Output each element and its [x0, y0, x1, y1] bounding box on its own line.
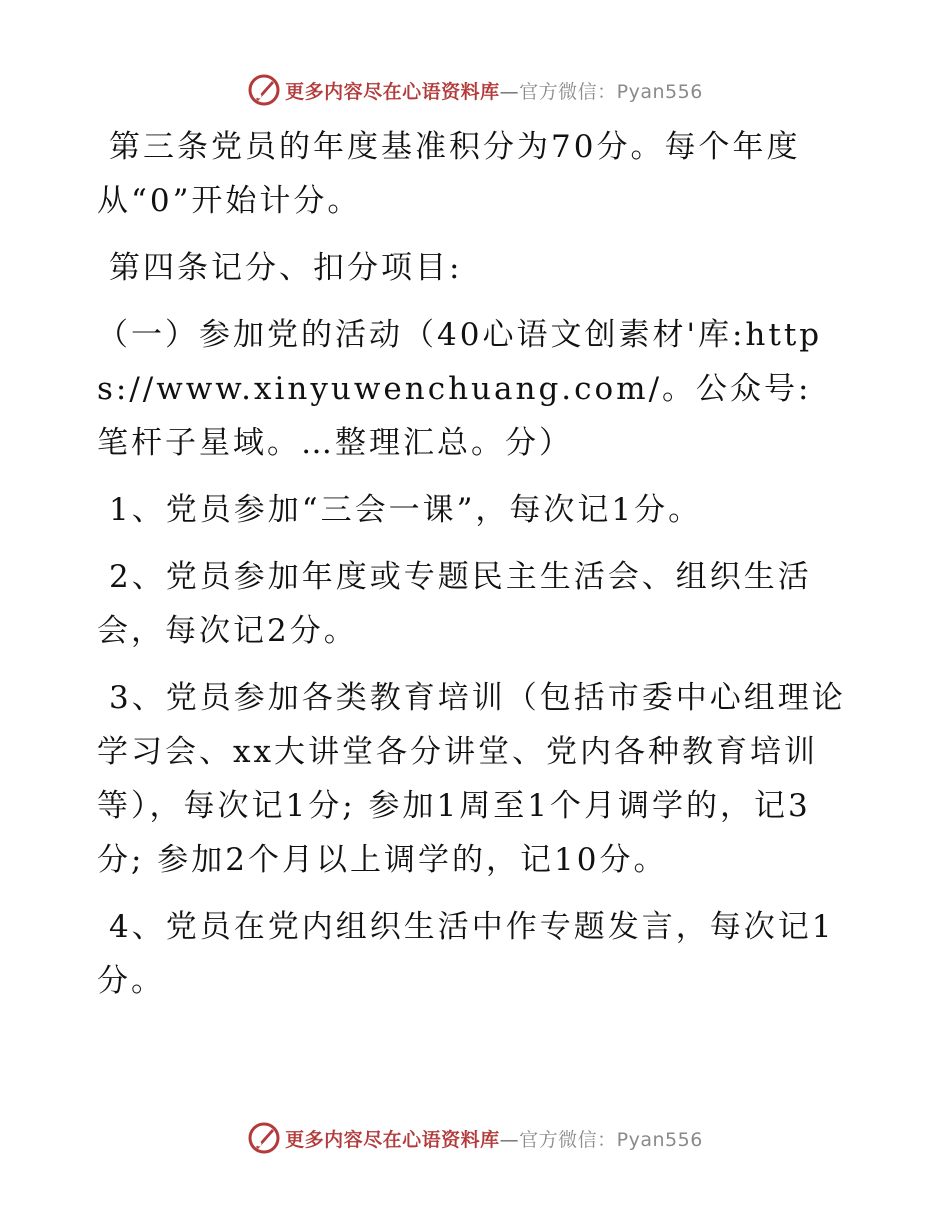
- paragraph-article-4: 第四条记分、扣分项目:: [109, 250, 463, 286]
- paragraph-item-1: 1、党员参加“三会一课”，每次记1分。: [109, 492, 703, 528]
- footer-separator: —: [499, 1128, 520, 1151]
- header-wechat-text: 官方微信：Pyan556: [519, 80, 703, 103]
- header-promo-text: 更多内容尽在心语资料库: [285, 80, 500, 103]
- footer-banner-text: [285, 1125, 703, 1152]
- paragraph-item-3: 3、党员参加各类教育培训（包括市委中心组理论学习会、xx大讲堂各分讲堂、党内各种教育培训等），每次记1分; 参加1周至1个月调学的，记3分; 参加2个月以上调学的，记10分。: [97, 680, 846, 878]
- header-separator: —: [499, 80, 520, 103]
- footer-wechat-text: 官方微信：Pyan556: [519, 1128, 703, 1151]
- footer-banner: [0, 1118, 950, 1158]
- document-body: [97, 120, 847, 1021]
- header-banner: [0, 70, 950, 110]
- header-banner-inner: [247, 73, 703, 107]
- paragraph-article-3: 第三条党员的年度基准积分为70分。每个年度从“0”开始计分。: [97, 129, 801, 219]
- paragraph-section-1: （一）参加党的活动（40心语文创素材'库:https://www.xinyuwenchuang.com/。公众号: 笔杆子星域。…整理汇总。分）: [97, 317, 823, 461]
- paragraph-item-2: 2、党员参加年度或专题民主生活会、组织生活会，每次记2分。: [97, 559, 812, 649]
- quill-logo-icon: [247, 1121, 281, 1155]
- paragraph-item-4: 4、党员在党内组织生活中作专题发言，每次记1分。: [97, 909, 835, 999]
- footer-promo-text: 更多内容尽在心语资料库: [285, 1128, 500, 1151]
- footer-banner-inner: [247, 1121, 703, 1155]
- quill-logo-icon: [247, 73, 281, 107]
- header-banner-text: [285, 77, 703, 104]
